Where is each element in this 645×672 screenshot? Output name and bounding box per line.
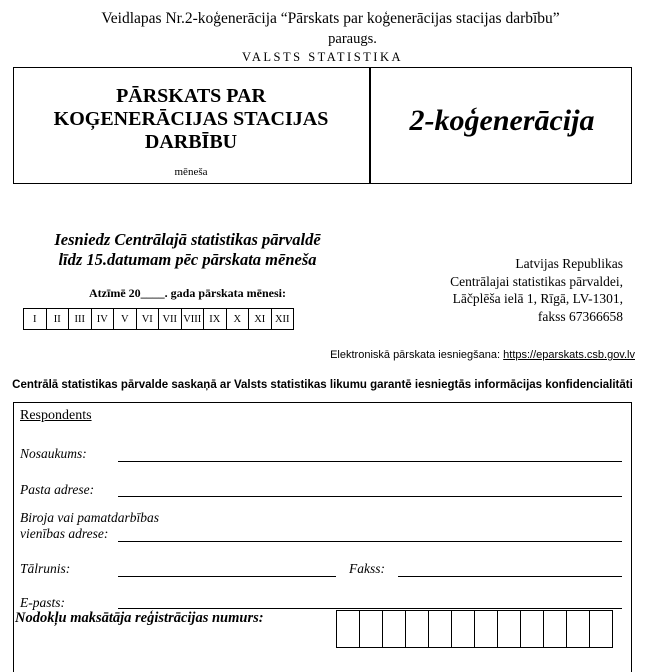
- tax-id-cell[interactable]: [567, 611, 590, 648]
- month-cell-5[interactable]: V: [114, 309, 137, 330]
- month-cell-4[interactable]: IV: [91, 309, 114, 330]
- form-header-line1: Veidlapas Nr.2-koģenerācija “Pārskats par koģenerācijas stacijas darbību”: [101, 10, 560, 27]
- tax-id-cell[interactable]: [406, 611, 429, 648]
- tax-id-label: Nodokļu maksātāja reģistrācijas numurs:: [15, 610, 264, 626]
- electronic-submission: [330, 349, 635, 361]
- month-cell-10[interactable]: X: [226, 309, 249, 330]
- month-cell-6[interactable]: VI: [136, 309, 159, 330]
- submission-instructions: [15, 230, 360, 270]
- respondent-heading: Respondents: [20, 408, 92, 423]
- form-code: 2-koģenerācija: [409, 104, 595, 137]
- tax-id-cell[interactable]: [452, 611, 475, 648]
- tax-id-cell[interactable]: [521, 611, 544, 648]
- report-title-line3: DARBĪBU: [144, 131, 238, 153]
- tax-id-cell[interactable]: [360, 611, 383, 648]
- fax-field[interactable]: [398, 576, 622, 577]
- month-cell-2[interactable]: II: [46, 309, 69, 330]
- title-divider: [369, 67, 371, 184]
- tax-id-cell[interactable]: [498, 611, 521, 648]
- office-address-label-line2: vienības adrese:: [20, 526, 109, 541]
- report-title-line1: PĀRSKATS PAR: [116, 85, 266, 107]
- phone-field[interactable]: [118, 576, 336, 577]
- tax-id-cells: [336, 610, 613, 648]
- address-line1: Latvijas Republikas: [515, 256, 623, 271]
- recipient-address: [405, 255, 623, 325]
- name-label: Nosaukums:: [20, 446, 87, 461]
- tax-id-cell[interactable]: [337, 611, 360, 648]
- tax-id-cell[interactable]: [590, 611, 613, 648]
- tax-id-cell[interactable]: [383, 611, 406, 648]
- name-field[interactable]: [118, 461, 622, 462]
- month-cell-9[interactable]: IX: [204, 309, 227, 330]
- address-line4: fakss 67366658: [537, 308, 623, 324]
- address-line2: Centrālajai statistikas pārvaldei,: [450, 273, 623, 289]
- tax-id-cell[interactable]: [475, 611, 498, 648]
- email-field[interactable]: [118, 608, 622, 609]
- month-cell-3[interactable]: III: [69, 309, 92, 330]
- month-cell-7[interactable]: VII: [159, 309, 182, 330]
- report-title-line2: KOĢENERĀCIJAS STACIJAS: [53, 108, 329, 130]
- office-address-label-line1: Biroja vai pamatdarbības: [20, 510, 160, 525]
- postal-address-field[interactable]: [118, 496, 622, 497]
- submission-line2: līdz 15.datumam pēc pārskata mēneša: [58, 250, 317, 269]
- tax-id-cell[interactable]: [544, 611, 567, 648]
- postal-address-label: Pasta adrese:: [20, 482, 95, 497]
- address-line3: Lāčplēša ielā 1, Rīgā, LV-1301,: [452, 291, 623, 306]
- month-cell-8[interactable]: VIII: [181, 309, 204, 330]
- report-period: mēneša: [174, 166, 208, 178]
- valsts-statistika-label: VALSTS STATISTIKA: [241, 50, 404, 64]
- fax-label: Fakss:: [349, 561, 385, 576]
- electronic-label: Elektroniskā pārskata iesniegšana:: [330, 349, 504, 361]
- month-cell-12[interactable]: XII: [271, 309, 294, 330]
- office-address-field[interactable]: [118, 541, 622, 542]
- email-label: E-pasts:: [20, 595, 65, 610]
- month-cell-1[interactable]: I: [24, 309, 47, 330]
- eparskats-link[interactable]: https://eparskats.csb.gov.lv: [503, 349, 635, 361]
- month-selector: [23, 308, 294, 330]
- confidentiality-notice: Centrālā statistikas pārvalde saskaņā ar Valsts statistikas likumu garantē iesniegtās informācijas konfidencialitāti: [12, 379, 633, 391]
- report-title: [15, 85, 367, 154]
- submission-line1: Iesniedz Centrālajā statistikas pārvaldē: [54, 230, 321, 249]
- phone-label: Tālrunis:: [20, 561, 71, 576]
- form-header-line2: paraugs.: [328, 31, 377, 47]
- month-cell-11[interactable]: XI: [249, 309, 272, 330]
- tax-id-cell[interactable]: [429, 611, 452, 648]
- month-mark-label: Atzīmē 20____. gada pārskata mēnesi:: [89, 286, 286, 300]
